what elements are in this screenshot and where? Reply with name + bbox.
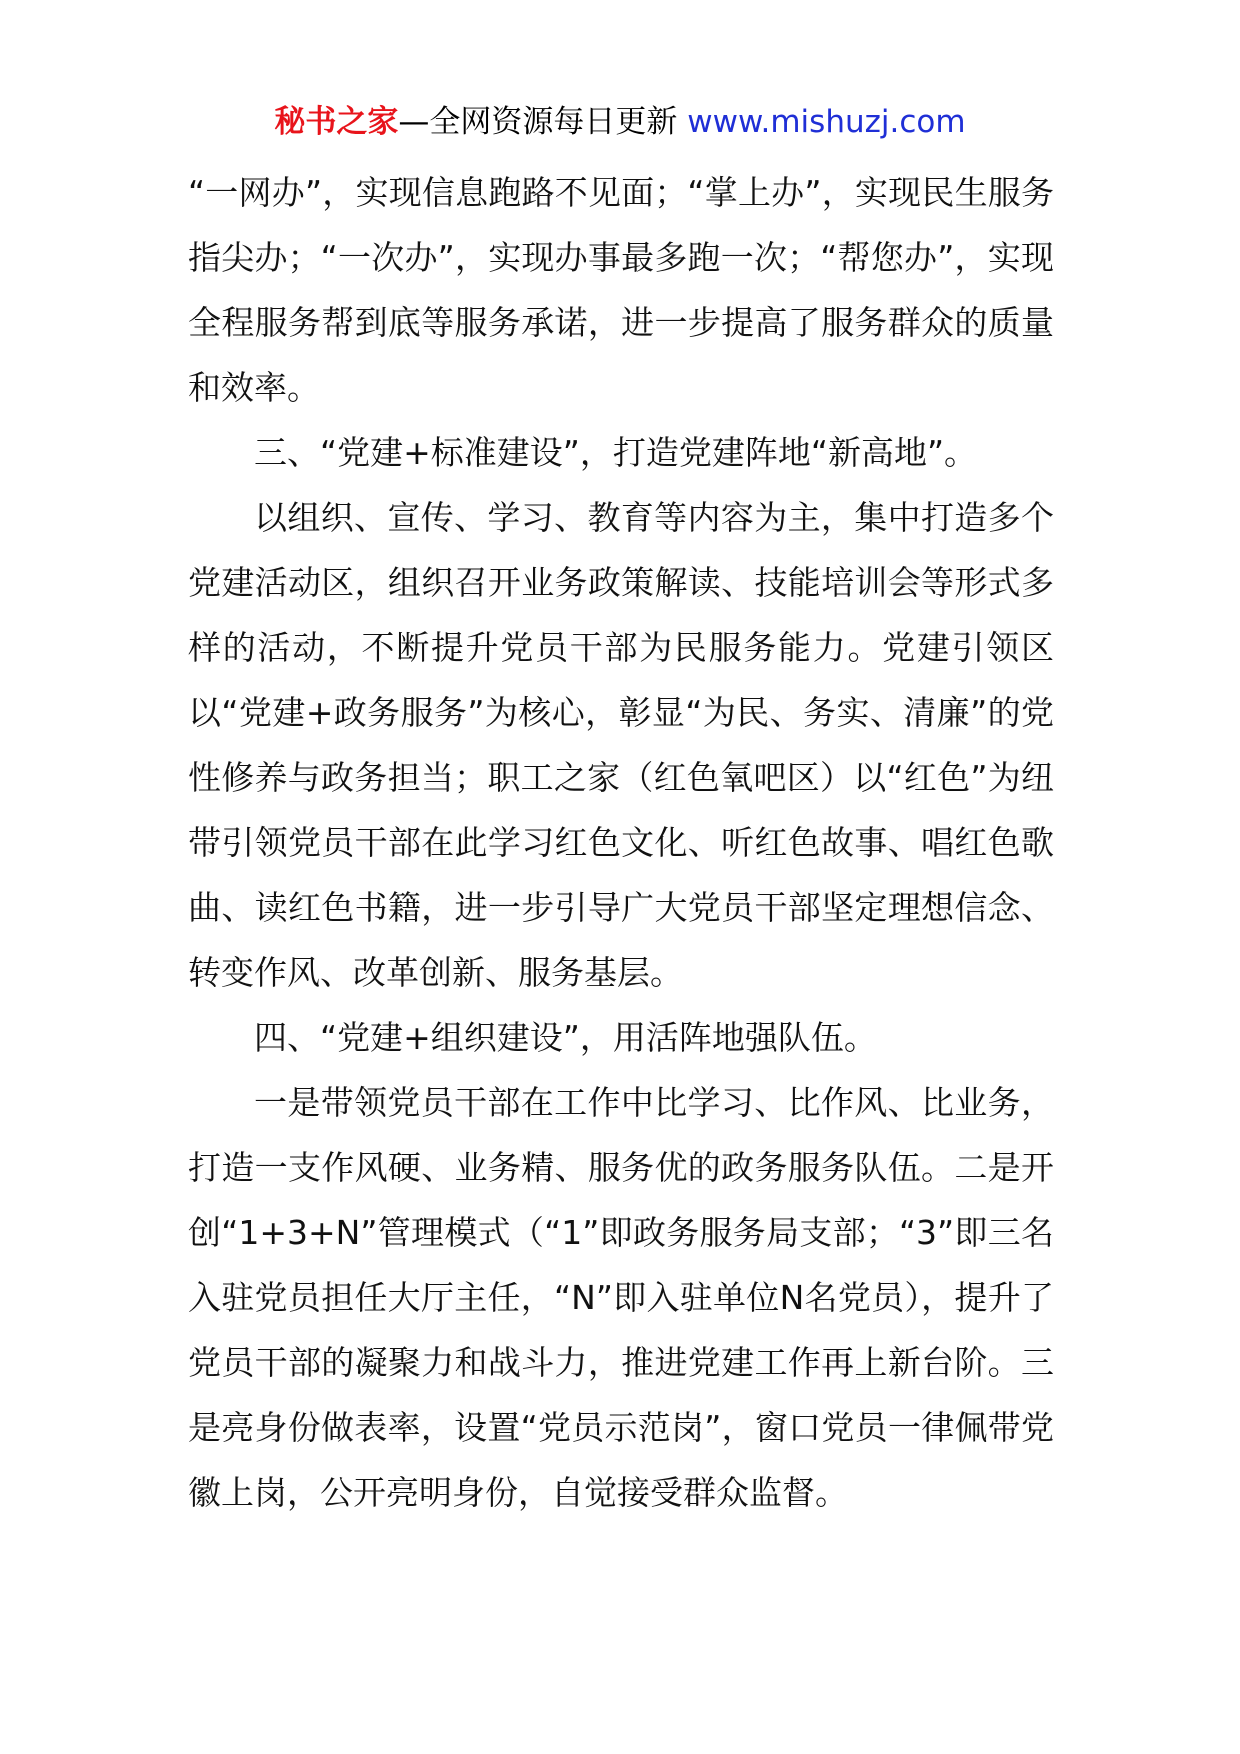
paragraph-service-commitments: “一网办”，实现信息跑路不见面；“掌上办”，实现民生服务指尖办；“一次办”，实现办事最多跑一次；“帮您办”，实现全程服务帮到底等服务承诺，进一步提高了服务群众的质量和效率。: [188, 173, 1054, 407]
brand-name: 秘书之家: [274, 104, 399, 140]
document-body: [188, 160, 1054, 1525]
page-header: [0, 100, 1240, 144]
section-heading-3: 三、“党建+标准建设”，打造党建阵地“新高地”。: [254, 433, 978, 472]
paragraph-team-building: 一是带领党员干部在工作中比学习、比作风、比业务，打造一支作风硬、业务精、服务优的政务服务队伍。二是开创“1+3+N”管理模式（“1”即政务服务局支部；“3”即三名入驻党员担任大厅主任，“N”即入驻单位N名党员），提升了党员干部的凝聚力和战斗力，推进党建工作再上新台阶。三是亮身份做表率，设置“党员示范岗”，窗口党员一律佩带党徽上岗，公开亮明身份，自觉接受群众监督。: [188, 1083, 1054, 1512]
site-url-link[interactable]: www.mishuzj.com: [687, 104, 966, 140]
section-heading-4: 四、“党建+组织建设”，用活阵地强队伍。: [254, 1018, 877, 1057]
paragraph-activity-areas: 以组织、宣传、学习、教育等内容为主，集中打造多个党建活动区，组织召开业务政策解读、技能培训会等形式多样的活动，不断提升党员干部为民服务能力。党建引领区以“党建+政务服务”为核心，彰显“为民、务实、清廉”的党性修养与政务担当；职工之家（红色氧吧区）以“红色”为纽带引领党员干部在此学习红色文化、听红色故事、唱红色歌曲、读红色书籍，进一步引导广大党员干部坚定理想信念、转变作风、改革创新、服务基层。: [188, 498, 1054, 992]
header-tagline: —全网资源每日更新: [398, 104, 678, 140]
